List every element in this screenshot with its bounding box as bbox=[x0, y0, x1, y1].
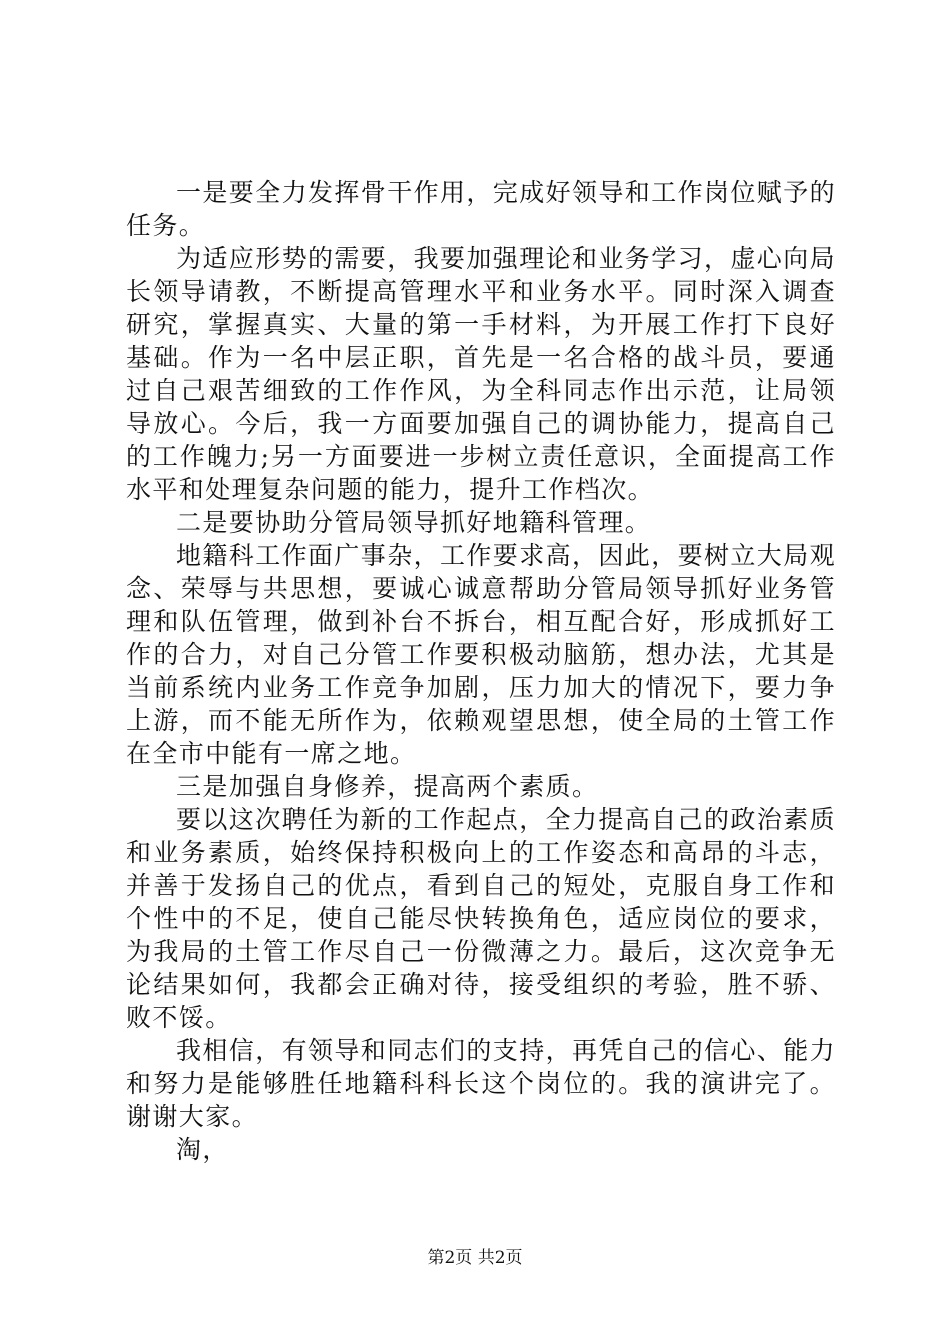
paragraph: 三是加强自身修养，提高两个素质。 bbox=[176, 772, 599, 801]
paragraph: 地籍科工作面广事杂，工作要求高，因此，要树立大局观念、荣辱与共思想，要诚心诚意帮助分管局领导抓好业务管理和队伍管理，做到补台不拆台，相互配合好，形成抓好工作的合力，对自己分管工作要积极动脑筋，想办法，尤其是当前系统内业务工作竞争加剧，压力加大的情况下，要力争上游，而不能无所作为，依赖观望思想，使全局的土管工作在全市中能有一席之地。 bbox=[126, 541, 837, 768]
page-number-footer: 第2页 共2页 bbox=[427, 1248, 523, 1268]
paragraph: 二是要协助分管局领导抓好地籍科管理。 bbox=[176, 508, 652, 537]
paragraph: 一是要全力发挥骨干作用，完成好领导和工作岗位赋予的任务。 bbox=[126, 178, 837, 240]
paragraph: 淘， bbox=[176, 1135, 229, 1164]
paragraph: 为适应形势的需要，我要加强理论和业务学习，虚心向局长领导请教，不断提高管理水平和业务水平。同时深入调查研究，掌握真实、大量的第一手材料，为开展工作打下良好基础。作为一名中层正职，首先是一名合格的战斗员，要通过自己艰苦细致的工作作风，为全科同志作出示范，让局领导放心。今后，我一方面要加强自己的调协能力，提高自己的工作魄力;另一方面要进一步树立责任意识，全面提高工作水平和处理复杂问题的能力，提升工作档次。 bbox=[126, 244, 837, 504]
paragraph: 要以这次聘任为新的工作起点，全力提高自己的政治素质和业务素质，始终保持积极向上的工作姿态和高昂的斗志，并善于发扬自己的优点，看到自己的短处，克服自身工作和个性中的不足，使自己能尽快转换角色，适应岗位的要求，为我局的土管工作尽自己一份微薄之力。最后，这次竞争无论结果如何，我都会正确对待，接受组织的考验，胜不骄、败不馁。 bbox=[126, 805, 837, 1032]
document-body bbox=[126, 176, 836, 1166]
paragraph: 我相信，有领导和同志们的支持，再凭自己的信心、能力和努力是能够胜任地籍科科长这个岗位的。我的演讲完了。谢谢大家。 bbox=[126, 1036, 837, 1131]
